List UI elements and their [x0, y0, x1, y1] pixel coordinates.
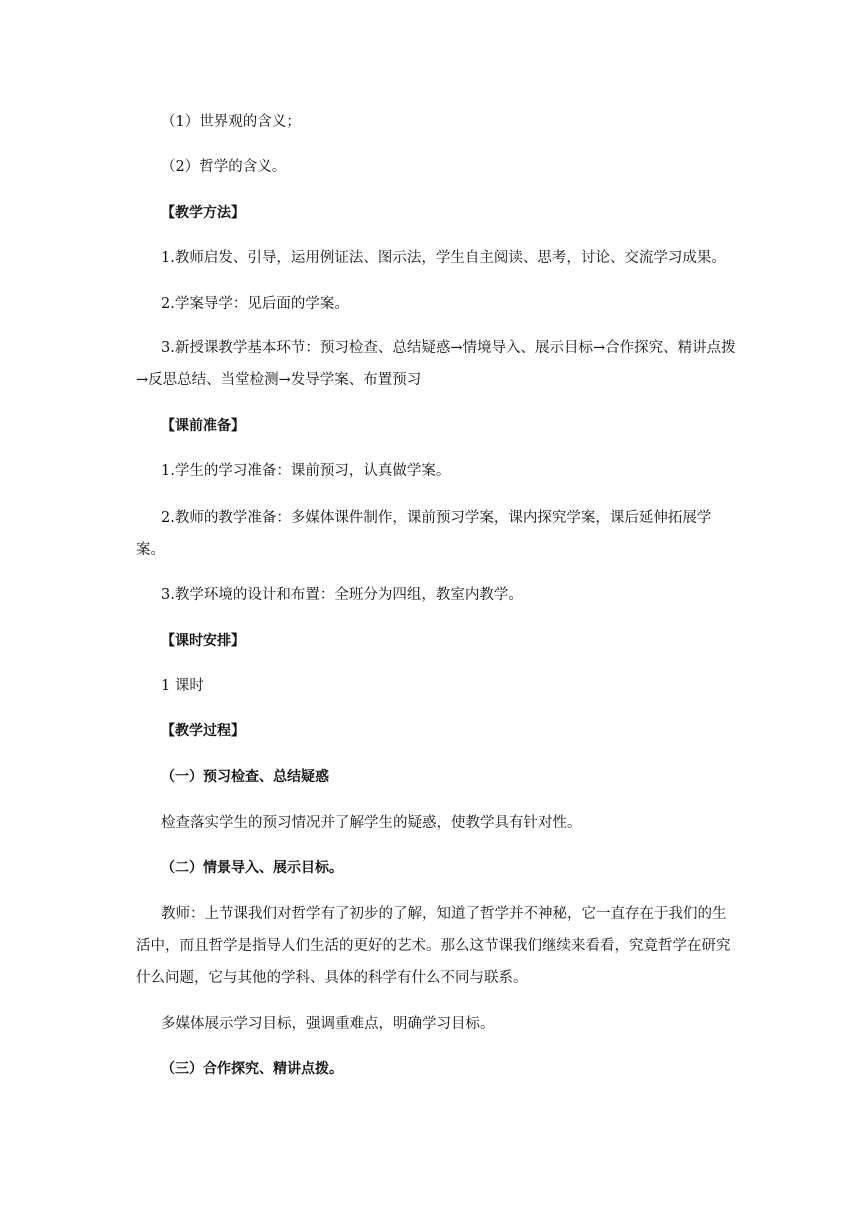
content-item-1: （1）世界观的含义；	[161, 114, 301, 130]
section-heading-method: 【教学方法】	[161, 205, 245, 221]
process-step-2-text-2: 多媒体展示学习目标，强调重难点，明确学习目标。	[161, 1016, 495, 1032]
process-step-3-title: （三）合作探究、精讲点拨。	[161, 1061, 343, 1077]
process-step-1-text: 检查落实学生的预习情况并了解学生的疑惑，使教学具有针对性。	[161, 815, 582, 831]
time-item-1: 1 课时	[161, 678, 204, 694]
process-step-2-title: （二）情景导入、展示目标。	[161, 860, 343, 876]
section-heading-prep: 【课前准备】	[161, 418, 245, 434]
method-item-1: 1.教师启发、引导，运用例证法、图示法，学生自主阅读、思考，讨论、交流学习成果。	[161, 250, 726, 266]
method-item-2: 2.学案导学：见后面的学案。	[161, 296, 349, 312]
process-step-2-text: 教师：上节课我们对哲学有了初步的了解，知道了哲学并不神秘，它一直存在于我们的生活中，而且哲学是指导人们生活的更好的艺术。那么这节课我们继续来看看，究竟哲学在研究什么问题，它与其他的学科、具体的科学有什么不同与联系。	[136, 906, 731, 986]
process-step-1-title: （一）预习检查、总结疑惑	[161, 769, 329, 785]
method-item-3: 3.新授课教学基本环节：预习检查、总结疑惑→情境导入、展示目标→合作探究、精讲点拨→反思总结、当堂检测→发导学案、布置预习	[136, 340, 736, 388]
prep-item-1: 1.学生的学习准备：课前预习，认真做学案。	[161, 463, 451, 479]
section-heading-process: 【教学过程】	[161, 723, 245, 739]
content-item-2: （2）哲学的含义。	[161, 159, 287, 175]
prep-item-2: 2.教师的教学准备：多媒体课件制作，课前预习学案，课内探究学案，课后延伸拓展学案。	[136, 510, 712, 558]
prep-item-3: 3.教学环境的设计和布置：全班分为四组，教室内教学。	[161, 587, 523, 603]
section-heading-time: 【课时安排】	[161, 633, 245, 649]
